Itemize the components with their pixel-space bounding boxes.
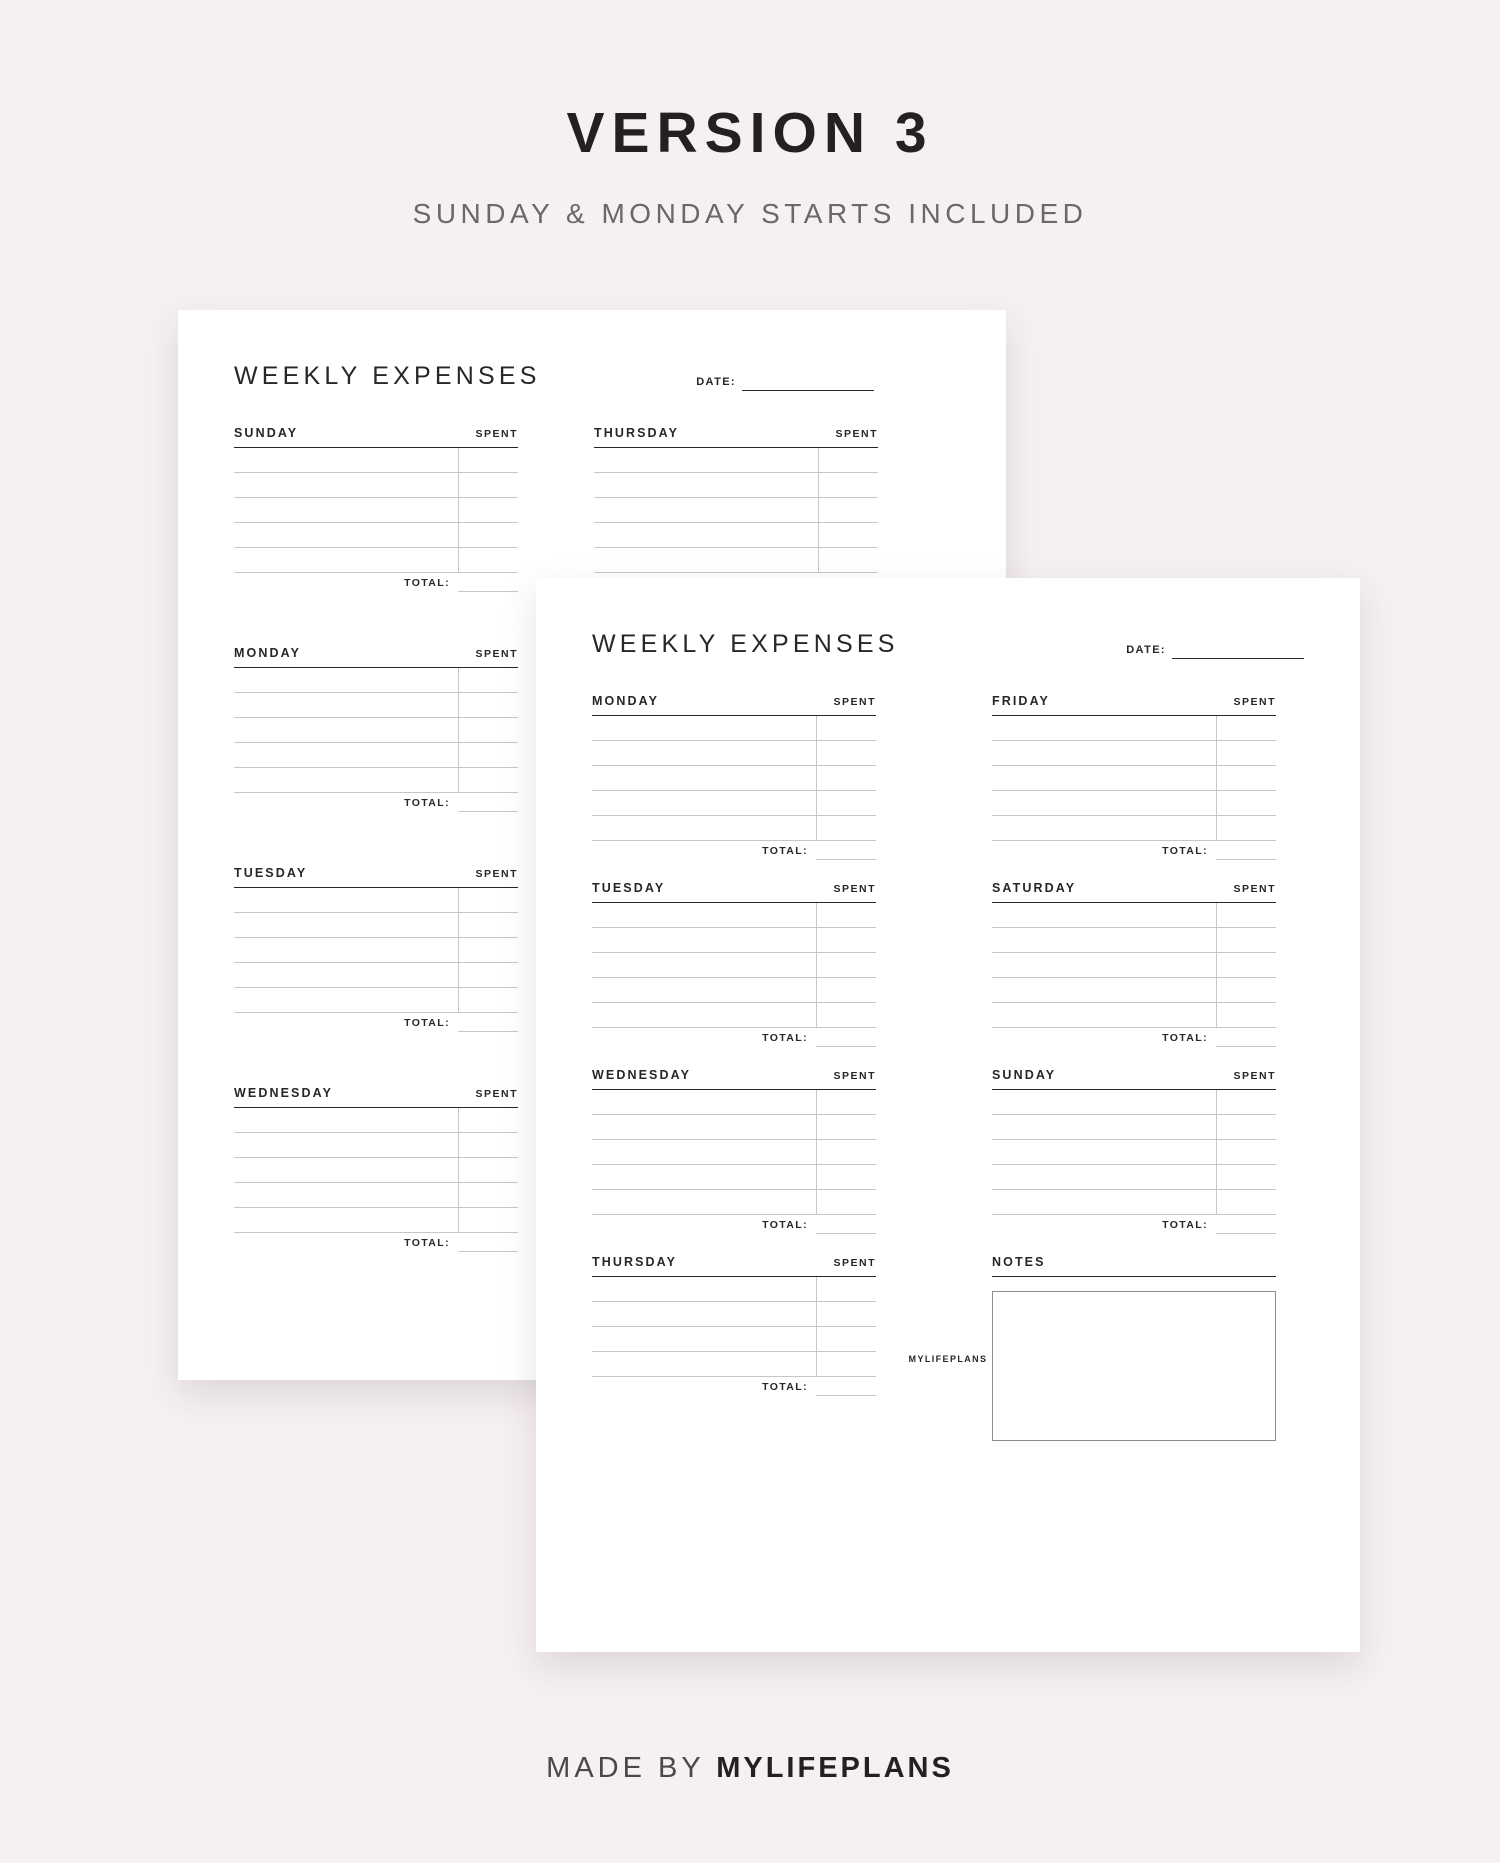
day-block-friday	[992, 694, 1276, 860]
entry-row[interactable]	[992, 791, 1276, 816]
sheet-title: WEEKLY EXPENSES	[234, 362, 541, 390]
entry-row[interactable]	[234, 1133, 518, 1158]
spent-label: SPENT	[475, 648, 518, 660]
date-field[interactable]	[696, 374, 874, 391]
total-row[interactable]	[992, 841, 1276, 860]
entry-row[interactable]	[592, 716, 876, 741]
entry-row[interactable]	[992, 1003, 1276, 1028]
entry-rows[interactable]	[992, 716, 1276, 841]
day-block-sunday	[992, 1068, 1276, 1234]
day-name: WEDNESDAY	[592, 1068, 692, 1082]
sheet-front-content	[536, 578, 1360, 1652]
total-label: TOTAL:	[762, 845, 808, 857]
entry-row[interactable]	[592, 1190, 876, 1215]
entry-row[interactable]	[592, 1165, 876, 1190]
total-input-line[interactable]	[1216, 841, 1276, 860]
page-subtitle: SUNDAY & MONDAY STARTS INCLUDED	[412, 198, 1088, 229]
spent-label: SPENT	[475, 428, 518, 440]
day-header	[592, 1068, 876, 1090]
day-name: SUNDAY	[234, 426, 299, 440]
entry-row[interactable]	[234, 768, 518, 793]
entry-rows[interactable]	[594, 448, 878, 573]
entry-row[interactable]	[992, 816, 1276, 841]
notes-block	[992, 1255, 1276, 1441]
column-divider	[816, 903, 817, 1028]
day-header	[992, 694, 1276, 716]
spent-label: SPENT	[475, 868, 518, 880]
spent-label: SPENT	[833, 1257, 876, 1269]
spent-label: SPENT	[833, 696, 876, 708]
entry-row[interactable]	[234, 1208, 518, 1233]
date-label: DATE:	[1126, 644, 1166, 656]
day-header	[234, 1086, 518, 1108]
entry-rows[interactable]	[234, 668, 518, 793]
column-divider	[458, 888, 459, 1013]
entry-row[interactable]	[234, 1158, 518, 1183]
entry-row[interactable]	[234, 1183, 518, 1208]
entry-row[interactable]	[234, 718, 518, 743]
total-label: TOTAL:	[404, 1017, 450, 1029]
total-label: TOTAL:	[1162, 1032, 1208, 1044]
entry-row[interactable]	[592, 978, 876, 1003]
day-block-wednesday	[592, 1068, 876, 1234]
spent-label: SPENT	[835, 428, 878, 440]
total-row[interactable]	[592, 1377, 876, 1396]
entry-row[interactable]	[594, 548, 878, 573]
day-block-thursday	[594, 426, 878, 573]
column-divider	[458, 1108, 459, 1233]
total-row[interactable]	[592, 1215, 876, 1234]
day-name: WEDNESDAY	[234, 1086, 334, 1100]
day-block-sunday	[234, 426, 518, 592]
day-header	[234, 426, 518, 448]
total-row[interactable]	[234, 793, 518, 812]
entry-row[interactable]	[592, 1277, 876, 1302]
entry-row[interactable]	[234, 938, 518, 963]
day-block-thursday	[592, 1255, 876, 1396]
spent-label: SPENT	[833, 883, 876, 895]
sheet-back-title-row	[234, 362, 874, 391]
entry-row[interactable]	[992, 766, 1276, 791]
day-block-monday	[592, 694, 876, 860]
total-label: TOTAL:	[762, 1032, 808, 1044]
day-block-tuesday	[234, 866, 518, 1032]
date-label: DATE:	[696, 376, 736, 388]
total-label: TOTAL:	[404, 577, 450, 589]
entry-row[interactable]	[592, 903, 876, 928]
spent-label: SPENT	[475, 1088, 518, 1100]
total-input-line[interactable]	[1216, 1028, 1276, 1047]
total-label: TOTAL:	[1162, 845, 1208, 857]
entry-row[interactable]	[992, 1190, 1276, 1215]
entry-row[interactable]	[592, 1302, 876, 1327]
total-input-line[interactable]	[458, 573, 518, 592]
entry-row[interactable]	[592, 791, 876, 816]
day-block-tuesday	[592, 881, 876, 1047]
day-header	[592, 1255, 876, 1277]
total-input-line[interactable]	[458, 1013, 518, 1032]
total-row[interactable]	[592, 841, 876, 860]
day-block-saturday	[992, 881, 1276, 1047]
total-label: TOTAL:	[404, 1237, 450, 1249]
entry-row[interactable]	[992, 928, 1276, 953]
column-divider	[1216, 716, 1217, 841]
day-name: TUESDAY	[592, 881, 666, 895]
entry-row[interactable]	[234, 448, 518, 473]
total-row[interactable]	[234, 573, 518, 592]
total-input-line[interactable]	[816, 841, 876, 860]
entry-row[interactable]	[594, 498, 878, 523]
entry-row[interactable]	[992, 953, 1276, 978]
entry-row[interactable]	[234, 693, 518, 718]
day-block-monday	[234, 646, 518, 812]
day-name: FRIDAY	[992, 694, 1050, 708]
total-label: TOTAL:	[762, 1219, 808, 1231]
entry-row[interactable]	[234, 888, 518, 913]
entry-row[interactable]	[592, 1115, 876, 1140]
entry-rows[interactable]	[592, 903, 876, 1028]
column-divider	[1216, 1090, 1217, 1215]
day-name: TUESDAY	[234, 866, 308, 880]
entry-row[interactable]	[992, 1115, 1276, 1140]
entry-row[interactable]	[592, 1090, 876, 1115]
day-header	[592, 694, 876, 716]
entry-row[interactable]	[234, 523, 518, 548]
total-row[interactable]	[592, 1028, 876, 1047]
page-header	[0, 100, 1500, 230]
spent-label: SPENT	[1233, 696, 1276, 708]
notes-title: NOTES	[992, 1255, 1276, 1277]
entry-row[interactable]	[234, 988, 518, 1013]
page-footer	[0, 1752, 1500, 1785]
sheet-title: WEEKLY EXPENSES	[592, 630, 899, 658]
entry-row[interactable]	[234, 913, 518, 938]
total-row[interactable]	[234, 1013, 518, 1032]
date-field[interactable]	[1126, 642, 1304, 659]
entry-row[interactable]	[592, 816, 876, 841]
column-divider	[458, 448, 459, 573]
total-input-line[interactable]	[458, 793, 518, 812]
day-name: MONDAY	[592, 694, 660, 708]
day-name: THURSDAY	[592, 1255, 678, 1269]
entry-rows[interactable]	[234, 1108, 518, 1233]
entry-row[interactable]	[592, 928, 876, 953]
entry-row[interactable]	[592, 1003, 876, 1028]
entry-row[interactable]	[992, 903, 1276, 928]
entry-row[interactable]	[592, 766, 876, 791]
entry-row[interactable]	[234, 473, 518, 498]
total-row[interactable]	[234, 1233, 518, 1252]
entry-row[interactable]	[234, 498, 518, 523]
entry-row[interactable]	[594, 448, 878, 473]
day-header	[594, 426, 878, 448]
entry-row[interactable]	[594, 523, 878, 548]
notes-textarea[interactable]	[992, 1291, 1276, 1441]
day-name: SATURDAY	[992, 881, 1077, 895]
footer-brand: MYLIFEPLANS	[716, 1752, 954, 1784]
total-label: TOTAL:	[1162, 1219, 1208, 1231]
entry-row[interactable]	[992, 716, 1276, 741]
day-name: SUNDAY	[992, 1068, 1057, 1082]
entry-rows[interactable]	[592, 716, 876, 841]
printable-sheet-monday-start[interactable]	[536, 578, 1360, 1652]
entry-rows[interactable]	[234, 448, 518, 573]
total-label: TOTAL:	[404, 797, 450, 809]
day-name: THURSDAY	[594, 426, 680, 440]
spent-label: SPENT	[1233, 883, 1276, 895]
entry-row[interactable]	[992, 1090, 1276, 1115]
entry-row[interactable]	[592, 741, 876, 766]
entry-row[interactable]	[234, 1108, 518, 1133]
day-header	[992, 881, 1276, 903]
entry-row[interactable]	[234, 743, 518, 768]
column-divider	[816, 1090, 817, 1215]
day-header	[992, 1068, 1276, 1090]
sheet-brand: MYLIFEPLANS	[908, 1354, 988, 1364]
total-input-line[interactable]	[816, 1028, 876, 1047]
entry-row[interactable]	[992, 741, 1276, 766]
entry-rows[interactable]	[992, 1090, 1276, 1215]
spent-label: SPENT	[1233, 1070, 1276, 1082]
entry-row[interactable]	[592, 1327, 876, 1352]
entry-rows[interactable]	[992, 903, 1276, 1028]
day-header	[234, 646, 518, 668]
total-input-line[interactable]	[816, 1377, 876, 1396]
total-input-line[interactable]	[458, 1233, 518, 1252]
column-divider	[818, 448, 819, 573]
entry-row[interactable]	[234, 963, 518, 988]
entry-row[interactable]	[234, 548, 518, 573]
entry-row[interactable]	[592, 953, 876, 978]
total-label: TOTAL:	[762, 1381, 808, 1393]
sheet-front-title-row	[592, 630, 1304, 659]
footer-prefix: MADE BY	[546, 1752, 717, 1784]
day-name: MONDAY	[234, 646, 302, 660]
date-input-line[interactable]	[1172, 642, 1304, 659]
column-divider	[816, 716, 817, 841]
total-row[interactable]	[992, 1215, 1276, 1234]
date-input-line[interactable]	[742, 374, 874, 391]
page-title: VERSION 3	[566, 101, 934, 165]
day-header	[234, 866, 518, 888]
total-row[interactable]	[992, 1028, 1276, 1047]
day-block-wednesday	[234, 1086, 518, 1252]
entry-row[interactable]	[992, 1140, 1276, 1165]
total-input-line[interactable]	[816, 1215, 876, 1234]
column-divider	[458, 668, 459, 793]
entry-row[interactable]	[992, 1165, 1276, 1190]
column-divider	[1216, 903, 1217, 1028]
entry-row[interactable]	[234, 668, 518, 693]
entry-rows[interactable]	[592, 1090, 876, 1215]
entry-row[interactable]	[592, 1140, 876, 1165]
spent-label: SPENT	[833, 1070, 876, 1082]
day-header	[592, 881, 876, 903]
entry-rows[interactable]	[234, 888, 518, 1013]
entry-row[interactable]	[992, 978, 1276, 1003]
entry-row[interactable]	[594, 473, 878, 498]
total-input-line[interactable]	[1216, 1215, 1276, 1234]
